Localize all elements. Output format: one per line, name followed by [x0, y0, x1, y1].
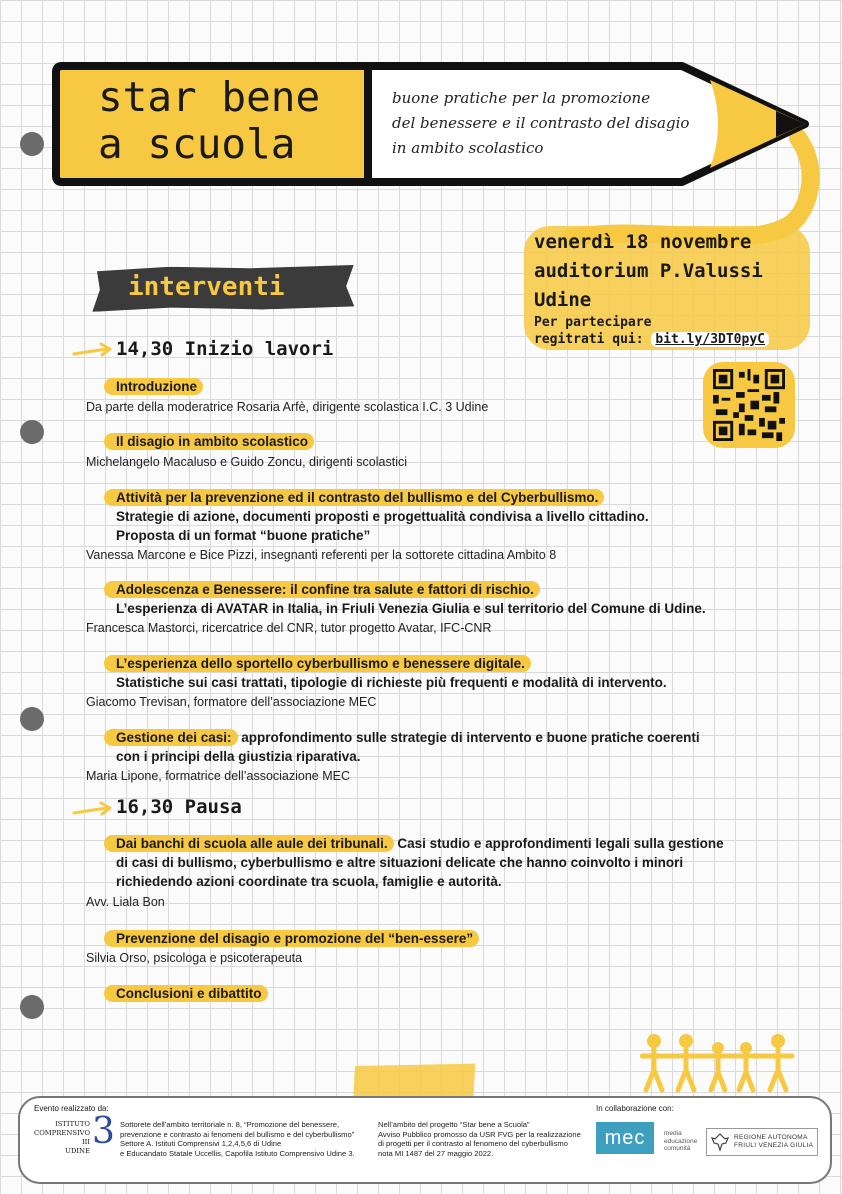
agenda-item: [116, 654, 667, 692]
event-date: venerdì 18 novembre: [534, 231, 752, 253]
item-speaker: Francesca Mastorci, ricercatrice del CNR, tutor progetto Avatar, IFC-CNR: [86, 621, 492, 635]
school-line: UDINE: [65, 1147, 90, 1155]
item-title: Attività per la prevenzione ed il contrasto del bullismo e del Cyberbullismo.: [104, 489, 604, 506]
item-title: Introduzione: [104, 378, 203, 395]
people-chain-illustration: [640, 1032, 798, 1094]
item-speaker: Michelangelo Macaluso e Guido Zoncu, dirigenti scolastici: [86, 455, 407, 469]
item-detail: con i principi della giustizia riparativa.: [116, 749, 361, 764]
mec-line: educazione: [664, 1137, 698, 1145]
binder-hole: [20, 132, 44, 156]
register-link[interactable]: bit.ly/3DT0pyC: [651, 332, 769, 347]
item-speaker: Avv. Liala Bon: [86, 895, 165, 909]
school-line: COMPRENSIVO III: [34, 1129, 91, 1146]
footer-line: nota MI 1487 del 27 maggio 2022.: [378, 1148, 494, 1158]
school-logo: 3: [92, 1111, 115, 1152]
footer-network-text: [120, 1120, 355, 1158]
mec-line: media: [664, 1130, 682, 1137]
footer-collab: In collaborazione con:: [596, 1104, 674, 1113]
footer-project-text: [378, 1120, 581, 1158]
event-subtitle: [392, 86, 689, 161]
eagle-icon: [711, 1132, 729, 1152]
register-text: regitrati qui:: [534, 332, 644, 347]
agenda-item: [116, 984, 268, 1003]
item-speaker: Giacomo Trevisan, formatore dell’associazione MEC: [86, 695, 377, 709]
region-line: REGIONE AUTONOMA: [734, 1134, 808, 1141]
footer-line: Avviso Pubblico promosso da USR FVG per la realizzazione: [378, 1129, 581, 1139]
item-detail: approfondimento sulle strategie di intervento e buone pratiche coerenti: [237, 730, 700, 745]
agenda-item: [116, 377, 203, 396]
event-venue: auditorium P.Valussi: [534, 260, 763, 282]
item-detail: Proposta di un format “buone pratiche”: [116, 528, 371, 543]
pause-time: 16,30 Pausa: [116, 796, 242, 818]
agenda-item: [116, 488, 649, 545]
footer-line: Settore A. Istituti Comprensivi 1,2,4,5,6 di Udine: [120, 1139, 282, 1148]
region-line: FRIULI VENEZIA GIULIA: [734, 1142, 814, 1149]
footer-line: e Educandato Statale Uccellis, Capofila Istituto Comprensivo Udine 3.: [120, 1148, 355, 1158]
agenda-item: [116, 728, 700, 766]
subtitle-line: buone pratiche per la promozione: [392, 89, 651, 107]
item-title: Prevenzione del disagio e promozione del “ben-essere”: [104, 930, 479, 947]
footer-line: prevenzione e contrasto ai fenomeni del bullismo e del cyberbullismo”: [120, 1129, 355, 1139]
subtitle-line: del benessere e il contrasto del disagio: [392, 114, 690, 132]
item-detail: Casi studio e approfondimenti legali sulla gestione: [393, 836, 724, 851]
item-detail: richiedendo azioni coordinate tra scuola, famiglie e autorità.: [116, 874, 502, 889]
footer-line: di progetti per il contrasto al fenomeno del cyberbullismo: [378, 1139, 568, 1148]
binder-hole: [20, 707, 44, 731]
item-title: Conclusioni e dibattito: [104, 985, 268, 1002]
item-detail: Statistiche sui casi trattati, tipologie di richieste più frequenti e modalità di intervento.: [116, 675, 667, 690]
qr-code[interactable]: [712, 369, 786, 441]
mec-line: comunità: [664, 1145, 691, 1152]
start-time: 14,30 Inizio lavori: [116, 338, 334, 360]
item-speaker: Silvia Orso, psicologa e psicoterapeuta: [86, 951, 303, 965]
binder-hole: [20, 420, 44, 444]
agenda-item: [116, 580, 706, 618]
footer-line: Sottorete dell’ambito territoriale n. 8, “Promozione del benessere,: [120, 1120, 340, 1129]
section-label: interventi: [128, 272, 285, 302]
footer-realized-by: Evento realizzato da:: [34, 1104, 109, 1113]
title-line: a scuola: [98, 120, 296, 168]
agenda-item: [116, 929, 479, 948]
item-title: Gestione dei casi:: [104, 729, 238, 746]
mec-tagline: [664, 1130, 697, 1153]
mec-logo: mec: [596, 1122, 654, 1154]
binder-hole: [20, 995, 44, 1019]
arrow-icon: [72, 801, 114, 819]
item-speaker: Maria Lipone, formatrice dell’associazione MEC: [86, 769, 351, 783]
subtitle-line: in ambito scolastico: [392, 139, 544, 157]
arrow-icon: [72, 342, 114, 360]
register-text: Per partecipare: [534, 315, 652, 330]
footer-line: Nell’ambito del progetto “Star bene a Scuola”: [378, 1120, 530, 1129]
agenda-item: [116, 834, 724, 891]
event-city: Udine: [534, 289, 592, 311]
item-title: Dai banchi di scuola alle aule dei tribunali.: [104, 835, 394, 852]
region-logo: [706, 1128, 818, 1156]
item-title: Il disagio in ambito scolastico: [104, 433, 314, 450]
item-title: Adolescenza e Benessere: il confine tra salute e fattori di rischio.: [104, 581, 540, 598]
item-speaker: Vanessa Marcone e Bice Pizzi, insegnanti referenti per la sottorete cittadina Ambito 8: [86, 548, 557, 562]
title-line: star bene: [98, 73, 321, 121]
school-name: [34, 1120, 90, 1156]
event-info: [534, 228, 763, 315]
event-title: [98, 74, 320, 168]
item-detail: L’esperienza di AVATAR in Italia, in Friuli Venezia Giulia e sul territorio del Comune di Udine.: [116, 601, 706, 616]
school-line: ISTITUTO: [55, 1120, 90, 1128]
registration: [534, 314, 769, 348]
item-title: L’esperienza dello sportello cyberbullismo e benessere digitale.: [104, 655, 531, 672]
item-detail: di casi di bullismo, cyberbullismo e altre situazioni delicate che hanno coinvolto i minori: [116, 855, 684, 870]
item-detail: Strategie di azione, documenti proposti e progettualità condivisa a livello cittadino.: [116, 509, 649, 524]
item-speaker: Da parte della moderatrice Rosaria Arfè, dirigente scolastica I.C. 3 Udine: [86, 400, 489, 414]
agenda-item: [116, 432, 314, 451]
